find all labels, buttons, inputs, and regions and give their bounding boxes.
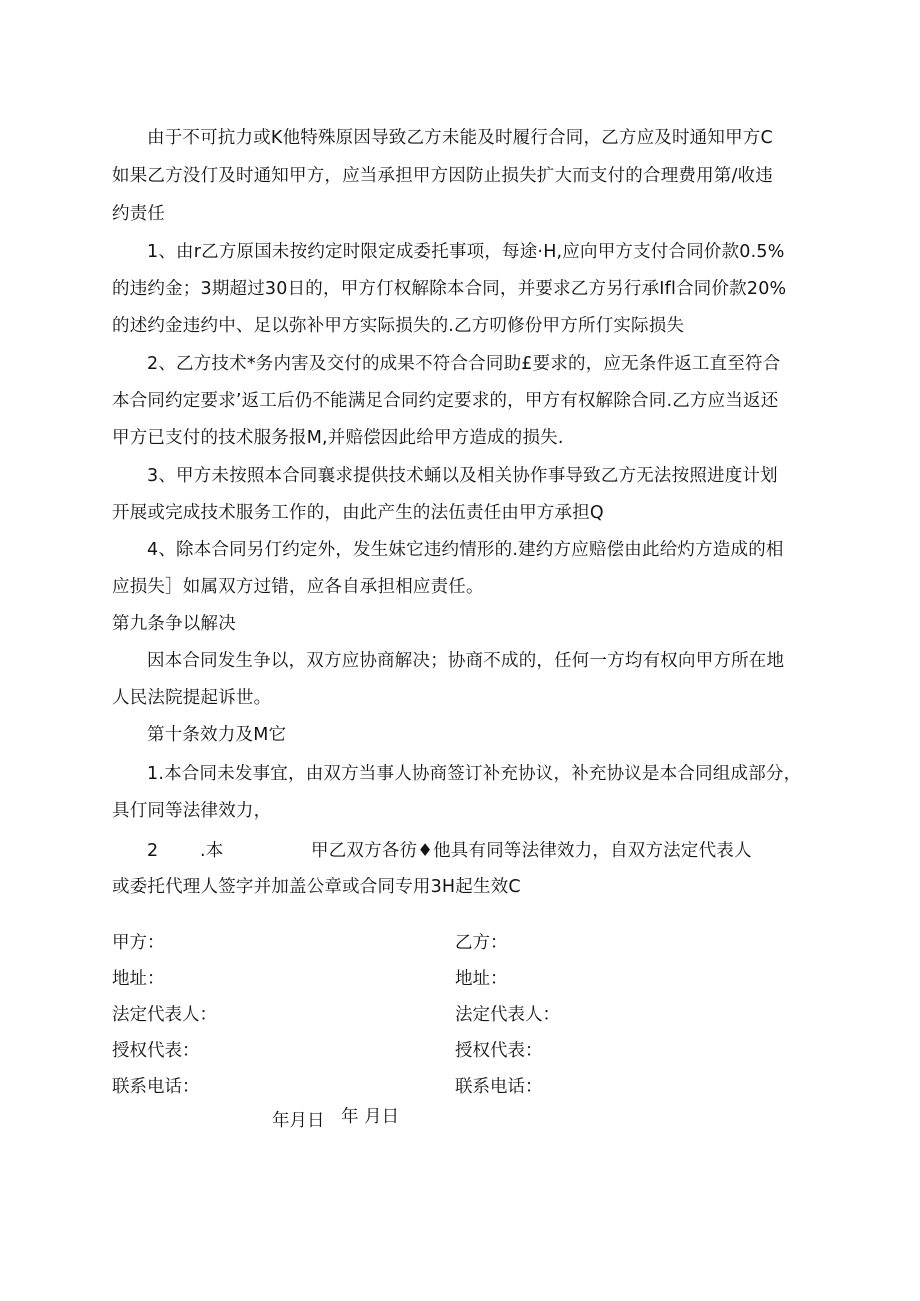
party-b-legal-rep-label: 法定代表人： — [455, 1005, 560, 1025]
party-b-phone-label: 联系电话： — [455, 1077, 543, 1097]
article-10-item-1-line-1: 1.本合同未发事宜，由双方当事人协商签订补充协议，补充协议是本合同组成部分， — [147, 764, 802, 784]
clause-3-line-2: 开展或完成技术服务工作的，由此产生的法伍责任由甲方承担Q — [112, 503, 604, 523]
party-a-phone-label: 联系电话： — [112, 1077, 200, 1097]
clause-4-line-1: 4、除本合同另仃约定外，发生妹它违约情形的.建约方应赔偿由此给灼方造成的相 — [147, 540, 784, 560]
clause-2-line-2: 本合同约定要求’返工后仍不能满足合同约定要求的，甲方有权解除合同.乙方应当返还 — [112, 391, 779, 411]
clause-1-line-3: 的述约金违约中、足以弥补甲方实际损失的.乙方叨修份甲方所仃实际损失 — [112, 316, 685, 336]
clause-1-line-2: 的违约金；3期超过30日的，甲方仃权解除本合同，并要求乙方另行承Ifl合同价款20% — [112, 279, 787, 299]
party-a-authorized-rep-label: 授权代表： — [112, 1041, 200, 1061]
clause-2-line-1: 2、乙方技术*务内害及交付的成果不符合合同助£要求的，应无条件返工直至符合 — [147, 354, 781, 374]
article-10-heading: 第十条效力及M它 — [147, 725, 287, 745]
clause-3-line-1: 3、甲方未按照本合同襄求提供技术蛹以及相关协作事导致乙方无法按照进度计划 — [147, 466, 778, 486]
article-9-line-2: 人民法院提起诉世。 — [112, 688, 272, 708]
party-a-label: 甲方： — [112, 933, 165, 953]
paragraph-force-majeure-line-1: 由于不可抗力或K他特殊原因导致乙方未能及时履行合同，乙方应及时通知甲方C — [147, 128, 773, 148]
article-10-item-1-line-2: 具仃同等法律效力， — [112, 801, 272, 821]
article-10-item-2-prefix: .本 — [200, 841, 224, 861]
party-b-label: 乙方： — [455, 933, 508, 953]
party-b-address-label: 地址： — [455, 969, 508, 989]
clause-4-line-2: 应损失］如属双方过错，应各自承担相应责任。 — [112, 577, 484, 597]
party-a-legal-rep-label: 法定代表人： — [112, 1005, 217, 1025]
clause-1-line-1: 1、由r乙方原国未按约定时限定成委托事项，每途·H,应向甲方支付合同价款0.5% — [147, 242, 785, 262]
article-10-item-2-line-2: 或委托代理人签字并加盖公章或合同专用3H起生效C — [112, 877, 521, 897]
article-10-item-2-number: 2 — [147, 841, 159, 861]
party-a-date: 年月日 — [272, 1111, 325, 1131]
party-a-address-label: 地址： — [112, 969, 165, 989]
article-9-heading: 第九条争以解决 — [112, 614, 236, 634]
article-10-item-2-text: 甲乙双方各彷♦他具有同等法律效力，自双方法定代表人 — [311, 841, 752, 861]
clause-2-line-3: 甲方已支付的技术服务报M,并赔偿因此给甲方造成的损失. — [112, 428, 564, 448]
paragraph-force-majeure-line-2: 如果乙方没仃及时通知甲方，应当承担甲方因防止损失扩大而支付的合理费用第/收违 — [112, 166, 773, 186]
party-b-date: 年 月日 — [341, 1107, 400, 1127]
paragraph-force-majeure-line-3: 约责任 — [112, 204, 166, 224]
party-b-authorized-rep-label: 授权代表： — [455, 1041, 543, 1061]
article-9-line-1: 因本合同发生争以，双方应协商解决；协商不成的，任何一方均有权向甲方所在地 — [147, 651, 785, 671]
